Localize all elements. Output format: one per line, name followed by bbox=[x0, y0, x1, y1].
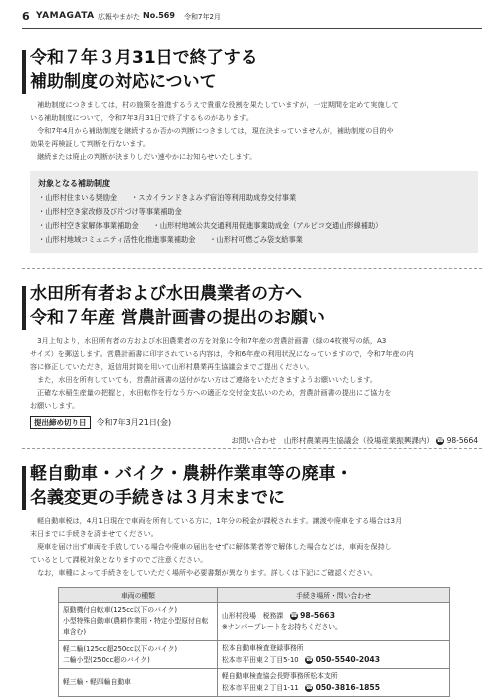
magazine-name: YAMAGATA bbox=[36, 11, 95, 21]
table-row: 軽二輪(125cc超250cc以下のバイク) 二輪小型(250cc超のバイク) 松本自動車検査登録事務所 松本市平田東２丁目5-10 ☎ 050-5540-2043 bbox=[59, 641, 450, 669]
phone-icon: ☎ bbox=[436, 437, 444, 444]
section-body: 軽自動車税は，4月1日現在で車両を所有している方に，1年分の税金が課税されます。譲渡や廃車をする場合は3月 末日までに手続きを済ませてください。 廃車を届け出ず車両を手放している場合や廃車の届出をせずに解体業者等で解体した場合などは，車両を保持し ているとして課税対象となりますのでご注意ください。 なお，車種によって手続きをしていただく場所や必要書類が異なります。詳しくは下記にご確認ください。 bbox=[30, 516, 403, 577]
title-bar bbox=[22, 50, 26, 94]
box-heading: 対象となる補助制度 bbox=[38, 179, 110, 188]
procedure-table bbox=[58, 587, 450, 697]
section-divider bbox=[22, 268, 482, 269]
section-body: 3月上旬より，水田所有者の方および水田農業者の方を対象に令和7年産の営農計画書（緑の4枚複写の紙，A3 サイズ）を郵送します。営農計画書に印字されている内容は，令和6年産の利用状況になっていますので，令和7年産の内 容に修正していただき，返信用封筒を用いて山形村農業再生協議会までご提出ください。 また，水田を所有していても，営農計画書の送付がない方はご連絡をいただきますようお願いいたします。 正確な水稲生産量の把握と，水田転作を行なう方への適正な交付金支払いのため，営農計画書の提出にご協力を お願いします。 bbox=[30, 336, 414, 410]
page-number: 6 bbox=[22, 10, 30, 23]
subsidy-list-box bbox=[30, 171, 478, 253]
contact-phone: 98-5664 bbox=[446, 436, 478, 445]
section-farm-plan bbox=[30, 282, 478, 448]
table-row: 軽三輪・軽四輪自動車 軽自動車検査協会長野事務所松本支所 松本市平田東２丁目1-11 ☎ 050-3816-1855 bbox=[59, 669, 450, 697]
issue-number: No.569 bbox=[143, 11, 175, 20]
contact-info: お問い合わせ 山形村農業再生協議会（役場産業振興課内） ☎ 98-5664 bbox=[231, 436, 478, 445]
deadline-label: 提出締め切り日 bbox=[30, 416, 91, 429]
magazine-name-jp: 広報やまがた bbox=[98, 13, 140, 21]
issue-date: 令和7年2月 bbox=[184, 13, 221, 21]
deadline bbox=[30, 416, 478, 430]
title-bar bbox=[22, 466, 26, 510]
section-title: 令和７年３月31日で終了する 補助制度の対応について bbox=[30, 48, 258, 92]
table-row: 原動機付自転車(125cc以下のバイク) 小型特殊自動車(農耕作業用・特定小型原付自転車含む) 山形村役場 税務課 ☎ 98-5663 ※ナンバープレートをお持ちください。 bbox=[59, 603, 450, 641]
phone-icon: ☎ bbox=[305, 684, 314, 691]
list-item: ・山形村住まいる奨励金 ・スカイランドきよみず宿泊等利用助成券交付事業 bbox=[38, 193, 297, 202]
section-body: 補助制度につきましては，村の施策を推進するうえで貴重な役割を果たしていますが，一定期間を定めて実施して いる補助制度について，令和7年3月31日で終了するものがあります。 令和7年4月から補助制度を継続するか否かの判断につきましては，現在決まっていませんが，補助制度の目的や 効果を再検証して判断を行ないます。 継続または廃止の判断が決まりしだい速やかにお知らせいたします。 bbox=[30, 100, 399, 161]
phone-icon: ☎ bbox=[305, 656, 314, 663]
section-title: 軽自動車・バイク・農耕作業車等の廃車・ 名義変更の手続きは３月末までに bbox=[30, 464, 353, 508]
section-title: 水田所有者および水田農業者の方へ 令和７年産 営農計画書の提出のお願い bbox=[30, 284, 325, 328]
title-bar bbox=[22, 286, 26, 330]
table-header-row: 車両の種類 手続き場所・問い合わせ bbox=[59, 588, 450, 603]
section-vehicle bbox=[30, 462, 478, 697]
list-item: ・山形村空き家解体事業補助金 ・山形村地域公共交通利用促進事業助成金（アルピコ交通山形線補助） bbox=[38, 221, 383, 230]
deadline-value: 令和7年3月21日(金) bbox=[96, 418, 172, 427]
phone-icon: ☎ bbox=[290, 612, 298, 619]
section-divider bbox=[22, 448, 482, 449]
list-item: ・山形村空き家改修及び片づけ等事業補助金 bbox=[38, 207, 182, 216]
section-subsidy bbox=[30, 46, 478, 253]
page-header bbox=[22, 8, 482, 29]
list-item: ・山形村地域コミュニティ活性化推進事業補助金 ・山形村可燃ごみ袋支給事業 bbox=[38, 235, 303, 244]
